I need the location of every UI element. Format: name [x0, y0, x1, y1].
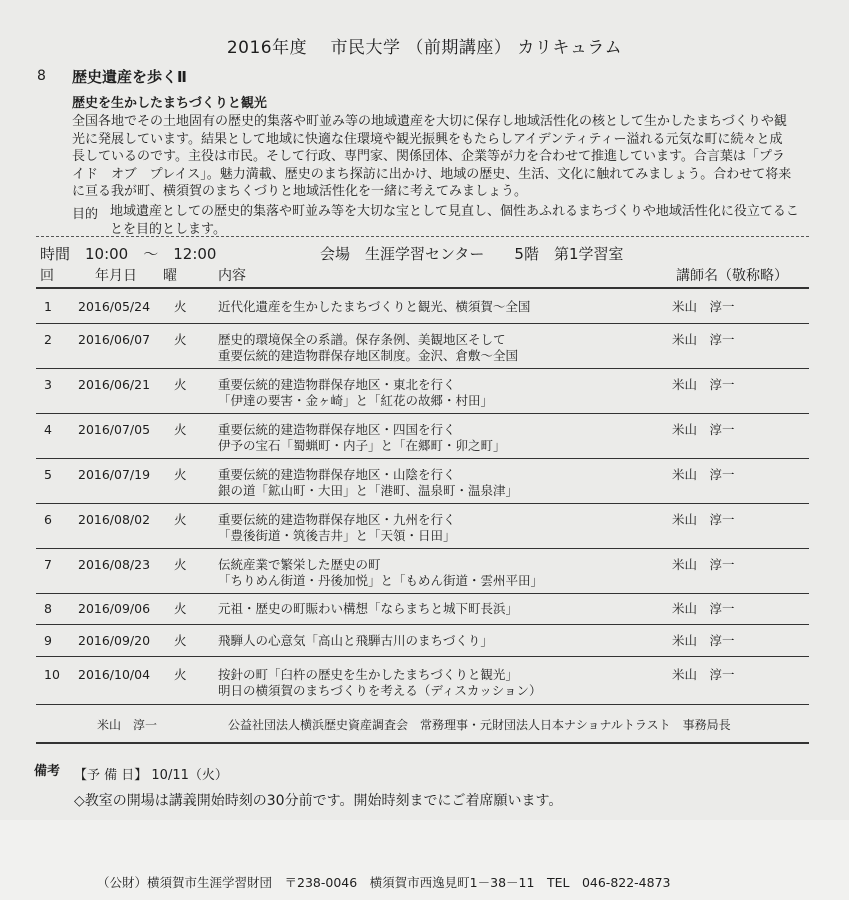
row-date: 2016/07/05: [78, 422, 151, 437]
row-rule: [36, 548, 809, 549]
row-day: 火: [174, 667, 187, 682]
row-lecturer: 米山 淳一: [672, 332, 735, 347]
row-day: 火: [174, 332, 187, 347]
section-number: 8: [37, 68, 46, 84]
row-content-line1: 伝統産業で繁栄した歴史の町: [218, 557, 381, 572]
row-day: 火: [174, 633, 187, 648]
row-date: 2016/09/06: [78, 601, 151, 616]
row-content-line2: 重要伝統的建造物群保存地区制度。金沢、倉敷～全国: [218, 348, 519, 363]
row-rule: [36, 368, 809, 369]
row-lecturer: 米山 淳一: [672, 633, 735, 648]
row-date: 2016/09/20: [78, 633, 151, 648]
section-subtitle: 歴史を生かしたまちづくりと観光: [72, 96, 267, 111]
row-content-line1: 重要伝統的建造物群保存地区・四国を行く: [218, 422, 456, 437]
row-content-line1: 元祖・歴史の町賑わい構想「ならまちと城下町長浜」: [218, 601, 519, 616]
row-rule: [36, 624, 809, 625]
row-content-line1: 飛騨人の心意気「高山と飛騨古川のまちづくり」: [218, 633, 493, 648]
row-rule: [36, 704, 809, 705]
room-notice: ◇教室の開場は講義開始時刻の30分前です。開始時刻までにご着席願います。: [74, 793, 563, 809]
row-lecturer: 米山 淳一: [672, 512, 735, 527]
row-num: 2: [44, 332, 52, 347]
row-rule: [36, 458, 809, 459]
row-lecturer: 米山 淳一: [672, 467, 735, 482]
divider: [36, 236, 809, 237]
row-content-line1: 重要伝統的建造物群保存地区・山陰を行く: [218, 467, 456, 482]
header-lecturer: 講師名（敬称略）: [676, 268, 788, 284]
description-paragraph: 全国各地でその土地固有の歴史的集落や町並み等の地域遺産を大切に保存し地域活性化の核として生かしたまちづくりや観光に発展しています。結果として地域に快適な住環境や観光振興をもたらしアイデンティティー溢れる元気な町に続々と成長しているのです。主役は市民。そして行政、専門家、関係団体、企業等が力を合わせて推進しています。合言葉は「プライド オブ プレイス」。魅力満載、歴史のまち探訪に出かけ、地域の歴史、生活、文化に触れてみましょう。合わせて将来に亘る我が町、横須賀のまちくづりと地域活性化を一緒に考えてみましょう。: [72, 114, 792, 199]
row-num: 1: [44, 299, 52, 314]
row-num: 8: [44, 601, 52, 616]
row-lecturer: 米山 淳一: [672, 667, 735, 682]
row-rule: [36, 413, 809, 414]
row-date: 2016/08/02: [78, 512, 151, 527]
row-num: 7: [44, 557, 52, 572]
row-date: 2016/07/19: [78, 467, 151, 482]
row-content-line1: 近代化遺産を生かしたまちづくりと観光、横須賀～全国: [218, 299, 531, 314]
row-day: 火: [174, 422, 187, 437]
organization-contact: （公財）横須賀市生涯学習財団 〒238-0046 横須賀市西逸見町1－38－11 TEL 046-822-4873: [97, 875, 671, 890]
row-num: 3: [44, 377, 52, 392]
row-rule: [36, 503, 809, 504]
row-date: 2016/05/24: [78, 299, 151, 314]
header-num: 回: [40, 268, 54, 284]
row-day: 火: [174, 557, 187, 572]
row-day: 火: [174, 512, 187, 527]
row-content-line2: 伊予の宝石「蜀蝋町・内子」と「在郷町・卯之町」: [218, 438, 506, 453]
row-content-line2: 「ちりめん街道・丹後加悦」と「もめん街道・雲州平田」: [218, 573, 544, 588]
row-content-line1: 歴史的環境保全の系譜。保存条例、美観地区そして: [218, 332, 506, 347]
row-day: 火: [174, 601, 187, 616]
purpose-text: 地域遺産としての歴史的集落や町並み等を大切な宝として見直し、個性あふれるまちづくりや地域活性化に役立てることを目的とします。: [110, 204, 799, 237]
row-num: 10: [44, 667, 60, 682]
row-day: 火: [174, 377, 187, 392]
header-content: 内容: [218, 268, 246, 284]
row-lecturer: 米山 淳一: [672, 422, 735, 437]
header-date: 年月日: [95, 268, 137, 284]
row-lecturer: 米山 淳一: [672, 557, 735, 572]
row-day: 火: [174, 467, 187, 482]
row-rule: [36, 656, 809, 657]
page-title: 2016年度 市民大学 （前期講座） カリキュラム: [226, 38, 623, 58]
row-lecturer: 米山 淳一: [672, 601, 735, 616]
row-num: 9: [44, 633, 52, 648]
table-bottom-rule: [36, 742, 809, 744]
lecturer-name: 米山 淳一: [97, 718, 158, 732]
row-rule: [36, 593, 809, 594]
row-content-line1: 重要伝統的建造物群保存地区・東北を行く: [218, 377, 456, 392]
row-content-line2: 明日の横須賀のまちづくりを考える（ディスカッション）: [218, 683, 542, 698]
row-num: 4: [44, 422, 52, 437]
purpose-label: 目的: [72, 207, 99, 222]
row-content-line1: 按針の町「臼杵の歴史を生かしたまちづくりと観光」: [218, 667, 518, 682]
row-content-line2: 「豊後街道・筑後吉井」と「天領・日田」: [218, 528, 456, 543]
section-title: 歴史遺産を歩くⅡ: [72, 68, 187, 86]
row-lecturer: 米山 淳一: [672, 377, 735, 392]
venue-info: 会場 生涯学習センター 5階 第1学習室: [320, 245, 624, 263]
row-date: 2016/08/23: [78, 557, 151, 572]
row-content-line1: 重要伝統的建造物群保存地区・九州を行く: [218, 512, 456, 527]
row-content-line2: 銀の道「鉱山町・大田」と「港町、温泉町・温泉津」: [218, 483, 519, 498]
row-date: 2016/10/04: [78, 667, 151, 682]
time-info: 時間 10:00 ～ 12:00: [40, 245, 217, 263]
row-date: 2016/06/07: [78, 332, 151, 347]
row-content-line2: 「伊達の要害・金ヶ崎」と「紅花の故郷・村田」: [218, 393, 494, 408]
row-rule: [36, 323, 809, 324]
remarks-label: 備考: [34, 764, 61, 779]
header-day: 曜: [163, 268, 177, 284]
row-num: 6: [44, 512, 52, 527]
row-day: 火: [174, 299, 187, 314]
lecturer-affiliation: 公益社団法人横浜歴史資産調査会 常務理事・元財団法人日本ナショナルトラスト 事務局長: [228, 718, 731, 732]
row-lecturer: 米山 淳一: [672, 299, 735, 314]
table-header-rule: [36, 287, 809, 289]
reserve-day: 【予 備 日】 10/11（火）: [74, 768, 228, 783]
row-date: 2016/06/21: [78, 377, 151, 392]
row-num: 5: [44, 467, 52, 482]
